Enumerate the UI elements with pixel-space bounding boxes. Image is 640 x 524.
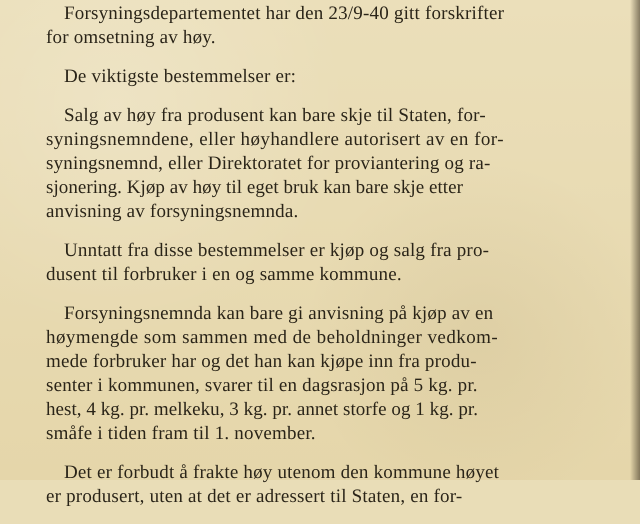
paragraph-5 (46, 302, 608, 446)
paragraph-4-line-2: dusent til forbruker i en og samme kommune. (46, 264, 402, 285)
paragraph-1 (46, 2, 608, 50)
paragraph-3-line-2: syningsnemndene, eller høyhandlere autorisert av en for- (46, 129, 504, 150)
paragraph-5-line-4: senter i kommunen, svarer til en dagsrasjon på 5 kg. pr. (46, 375, 478, 396)
paragraph-1-line-1: Forsyningsdepartementet har den 23/9-40 gitt forskrifter (64, 3, 505, 24)
paragraph-3 (46, 104, 608, 224)
page-edge-shadow (630, 0, 640, 480)
article-text (46, 2, 608, 524)
paragraph-1-line-2: for omsetning av høy. (46, 27, 216, 48)
paragraph-2-line-1: De viktigste bestemmelser er: (64, 66, 297, 87)
paragraph-3-line-1: Salg av høy fra produsent kan bare skje til Staten, for- (64, 105, 486, 126)
paragraph-3-line-4: sjonering. Kjøp av høy til eget bruk kan bare skje etter (46, 177, 463, 198)
paragraph-2 (46, 65, 608, 89)
paragraph-5-line-1: Forsyningsnemnda kan bare gi anvisning på kjøp av en (64, 303, 494, 324)
paragraph-5-line-5: hest, 4 kg. pr. melkeku, 3 kg. pr. annet storfe og 1 kg. pr. (46, 399, 479, 420)
paragraph-6-line-2: er produsert, uten at det er adressert til Staten, en for- (46, 486, 463, 507)
paragraph-6 (46, 461, 608, 509)
paragraph-3-line-5: anvisning av forsyningsnemnda. (46, 201, 299, 222)
paragraph-6-line-1: Det er forbudt å frakte høy utenom den kommune høyet (64, 462, 500, 483)
paragraph-3-line-3: syningsnemnd, eller Direktoratet for proviantering og ra- (46, 153, 491, 174)
paragraph-5-line-3: mede forbruker har og det han kan kjøpe inn fra produ- (46, 351, 477, 372)
paragraph-5-line-6: småfe i tiden fram til 1. november. (46, 423, 316, 444)
paragraph-4 (46, 239, 608, 287)
paragraph-5-line-2: høymengde som sammen med de beholdninger vedkom- (46, 327, 499, 348)
paragraph-4-line-1: Unntatt fra disse bestemmelser er kjøp og salg fra pro- (64, 240, 490, 261)
